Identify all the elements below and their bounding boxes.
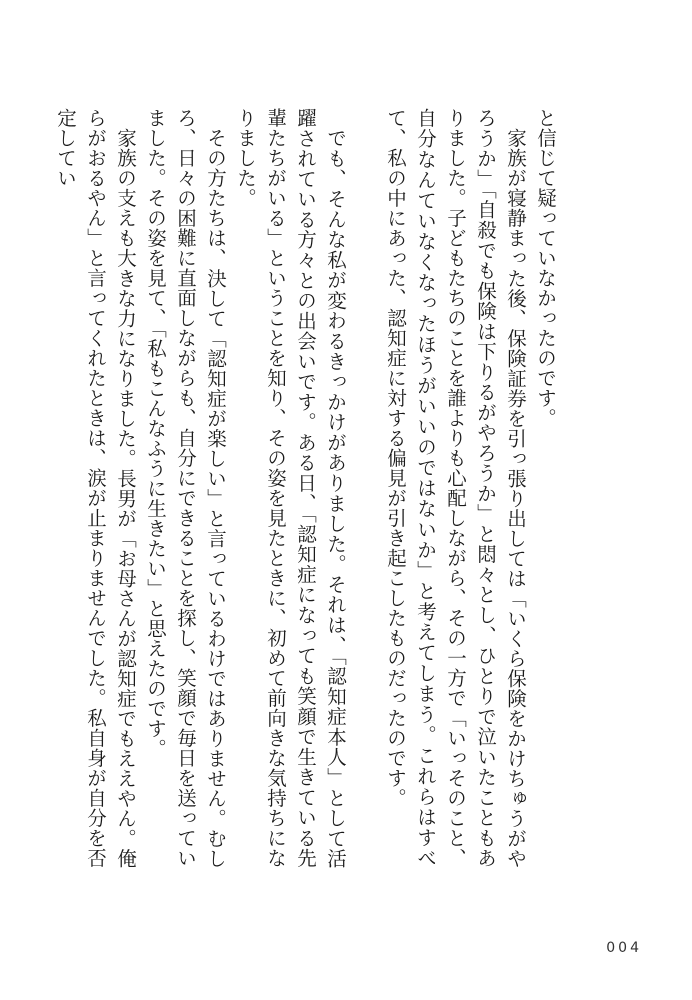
- paragraph-4: でも、そんな私が変わるきっかけがありました。それは、「認知症本人」として活躍されている方々との出会いです。ある日、「認知症になっても笑顔で生きている先輩たちがいる」ということを知り、その姿を見たときに、初めて前向きな気持ちになりました。: [234, 108, 347, 868]
- paragraph-6: 家族の支えも大きな力になりました。長男が「お母さんが認知症でもええやん。俺らがおるやん」と言ってくれたときは、涙が止まりませんでした。私自身が自分を否定してい: [54, 108, 137, 868]
- paragraph-2: 家族が寝静まった後、保険証券を引っ張り出しては「いくら保険をかけちゅうがやろうか」「自殺でも保険は下りるがやろうか」と悶々とし、ひとりで泣いたこともありました。子どもたちのことを誰よりも心配しながら、その一方で「いっそのこと、自分なんていなくなったほうがいいのではないか」と考えてしまう。これらはすべて、私の中にあった、認知症に対する偏見が引き起こしたものだったのです。: [384, 108, 527, 868]
- vertical-text-body: [54, 108, 560, 868]
- paragraph-break: [350, 108, 380, 868]
- paragraph-1: と信じて疑っていなかったのです。: [534, 108, 557, 428]
- page-number: 004: [606, 940, 642, 956]
- paragraph-5: その方たちは、決して「認知症が楽しい」と言っているわけではありません。むしろ、日々の困難に直面しながらも、自分にできることを探し、笑顔で毎日を送っていました。その姿を見て、「私もこんなふうに生きたい」と思えたのです。: [144, 108, 227, 868]
